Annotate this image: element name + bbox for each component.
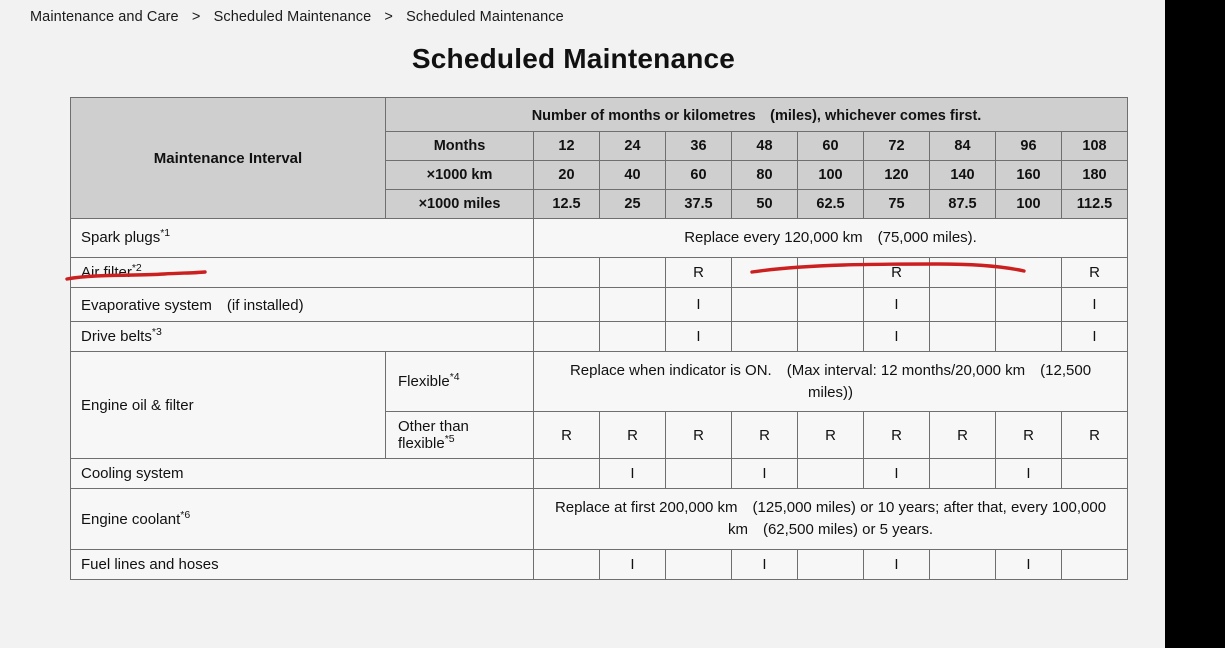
- months-value: 84: [930, 132, 996, 161]
- mark-cell: [798, 287, 864, 321]
- mark-cell: R: [600, 412, 666, 459]
- mark-cell: [600, 321, 666, 351]
- km-value: 20: [534, 161, 600, 190]
- row-label-spark-plugs: [71, 219, 534, 258]
- interval-header-cell: Maintenance Interval: [71, 98, 386, 219]
- row-label-text: Engine oil & filter: [81, 396, 194, 414]
- row-label-engine-oil-filter: [71, 351, 386, 459]
- mark-cell: I: [1062, 321, 1128, 351]
- unit-label-months: Months: [386, 132, 534, 161]
- km-value: 80: [732, 161, 798, 190]
- km-value: 120: [864, 161, 930, 190]
- breadcrumb-separator: >: [384, 9, 393, 25]
- mark-cell: [534, 257, 600, 287]
- footnote-marker: *5: [444, 433, 455, 446]
- table-row: [71, 549, 1128, 579]
- mark-cell: [798, 321, 864, 351]
- miles-value: 112.5: [1062, 190, 1128, 219]
- mark-cell: [930, 321, 996, 351]
- mark-cell: [996, 287, 1062, 321]
- mark-cell: [930, 257, 996, 287]
- breadcrumb-item-2[interactable]: Scheduled Maintenance: [213, 9, 372, 25]
- mark-cell: [666, 459, 732, 489]
- table-row: [71, 489, 1128, 550]
- footnote-marker: *4: [449, 371, 460, 383]
- miles-value: 50: [732, 190, 798, 219]
- mark-cell: R: [666, 412, 732, 459]
- row-label-evaporative-system: [71, 287, 534, 321]
- breadcrumb-separator: >: [191, 9, 201, 25]
- mark-cell: [534, 287, 600, 321]
- footnote-marker: *6: [180, 508, 191, 521]
- months-value: 12: [534, 132, 600, 161]
- row-label-drive-belts: [71, 321, 534, 351]
- table-row: [71, 287, 1128, 321]
- miles-value: 100: [996, 190, 1062, 219]
- mark-cell: [534, 321, 600, 351]
- months-value: 108: [1062, 132, 1128, 161]
- months-value: 48: [732, 132, 798, 161]
- footnote-marker: *3: [151, 325, 162, 338]
- mark-cell: [798, 257, 864, 287]
- mark-cell: I: [666, 287, 732, 321]
- page-title: Scheduled Maintenance: [411, 43, 736, 74]
- mark-cell: [534, 549, 600, 579]
- mark-cell: [798, 549, 864, 579]
- miles-value: 87.5: [930, 190, 996, 219]
- row-label-text: Engine coolant: [81, 510, 181, 528]
- months-value: 72: [864, 132, 930, 161]
- km-value: 60: [666, 161, 732, 190]
- row-label-text: Evaporative system (if installed): [81, 296, 304, 314]
- row-label-text: Air filter: [81, 263, 132, 281]
- table-row: [71, 351, 1128, 412]
- km-value: 140: [930, 161, 996, 190]
- schedule-table-wrapper: [70, 97, 1125, 580]
- sub-label-text: Other than flexible: [398, 418, 469, 453]
- row-label-cooling-system: [71, 459, 534, 489]
- months-value: 96: [996, 132, 1062, 161]
- mark-cell: R: [996, 412, 1062, 459]
- sub-label-flexible: [386, 351, 534, 412]
- table-row: [71, 219, 1128, 258]
- mark-cell: I: [864, 321, 930, 351]
- mark-cell: [600, 287, 666, 321]
- row-label-text: Drive belts: [81, 327, 152, 345]
- mark-cell: [996, 321, 1062, 351]
- footnote-marker: *2: [131, 261, 142, 274]
- mark-cell: R: [666, 257, 732, 287]
- row-note-flexible: Replace when indicator is ON. (Max interval: 12 months/20,000 km (12,500 miles)): [534, 351, 1128, 412]
- breadcrumb: [0, 0, 1165, 25]
- mark-cell: I: [600, 549, 666, 579]
- mark-cell: I: [732, 459, 798, 489]
- mark-cell: I: [996, 549, 1062, 579]
- row-label-engine-coolant: [71, 489, 534, 550]
- row-label-text: Cooling system: [81, 465, 184, 483]
- mark-cell: [732, 287, 798, 321]
- table-row: [71, 321, 1128, 351]
- mark-cell: R: [1062, 412, 1128, 459]
- mark-cell: R: [534, 412, 600, 459]
- mark-cell: R: [930, 412, 996, 459]
- unit-label-miles: ×1000 miles: [386, 190, 534, 219]
- breadcrumb-item-3[interactable]: Scheduled Maintenance: [406, 9, 564, 25]
- months-value: 24: [600, 132, 666, 161]
- table-row: [71, 257, 1128, 287]
- sub-label-other-than-flexible: [386, 412, 534, 459]
- mark-cell: [930, 549, 996, 579]
- mark-cell: I: [666, 321, 732, 351]
- miles-value: 62.5: [798, 190, 864, 219]
- mark-cell: I: [864, 459, 930, 489]
- mark-cell: [798, 459, 864, 489]
- row-note-spark-plugs: Replace every 120,000 km (75,000 miles).: [534, 219, 1128, 258]
- mark-cell: R: [732, 412, 798, 459]
- table-row: [71, 459, 1128, 489]
- mark-cell: [534, 459, 600, 489]
- row-label-air-filter: [71, 257, 534, 287]
- mark-cell: I: [864, 287, 930, 321]
- footnote-marker: *1: [160, 227, 171, 240]
- row-label-text: Spark plugs: [81, 229, 161, 247]
- km-value: 160: [996, 161, 1062, 190]
- km-value: 40: [600, 161, 666, 190]
- mark-cell: I: [1062, 287, 1128, 321]
- months-value: 60: [798, 132, 864, 161]
- mark-cell: R: [1062, 257, 1128, 287]
- unit-label-km: ×1000 km: [386, 161, 534, 190]
- mark-cell: [1062, 549, 1128, 579]
- miles-value: 37.5: [666, 190, 732, 219]
- mark-cell: [996, 257, 1062, 287]
- mark-cell: [732, 321, 798, 351]
- top-header-cell: Number of months or kilometres (miles), whichever comes first.: [386, 98, 1128, 132]
- scheduled-maintenance-table: [70, 97, 1128, 580]
- mark-cell: [666, 549, 732, 579]
- km-value: 100: [798, 161, 864, 190]
- mark-cell: [930, 287, 996, 321]
- breadcrumb-item-1[interactable]: Maintenance and Care: [30, 9, 179, 25]
- table-header-row: [71, 98, 1128, 132]
- row-label-text: Fuel lines and hoses: [81, 555, 219, 573]
- mark-cell: R: [864, 257, 930, 287]
- row-label-fuel-lines-and-hoses: [71, 549, 534, 579]
- mark-cell: [600, 257, 666, 287]
- miles-value: 75: [864, 190, 930, 219]
- miles-value: 12.5: [534, 190, 600, 219]
- mark-cell: [1062, 459, 1128, 489]
- mark-cell: [732, 257, 798, 287]
- mark-cell: R: [798, 412, 864, 459]
- mark-cell: [930, 459, 996, 489]
- miles-value: 25: [600, 190, 666, 219]
- mark-cell: R: [864, 412, 930, 459]
- km-value: 180: [1062, 161, 1128, 190]
- mark-cell: I: [864, 549, 930, 579]
- mark-cell: I: [996, 459, 1062, 489]
- mark-cell: I: [732, 549, 798, 579]
- row-note-engine-coolant: Replace at first 200,000 km (125,000 miles) or 10 years; after that, every 100,000 km (62,500 miles) or 5 years.: [534, 489, 1128, 550]
- mark-cell: I: [600, 459, 666, 489]
- months-value: 36: [666, 132, 732, 161]
- sub-label-text: Flexible: [398, 373, 450, 390]
